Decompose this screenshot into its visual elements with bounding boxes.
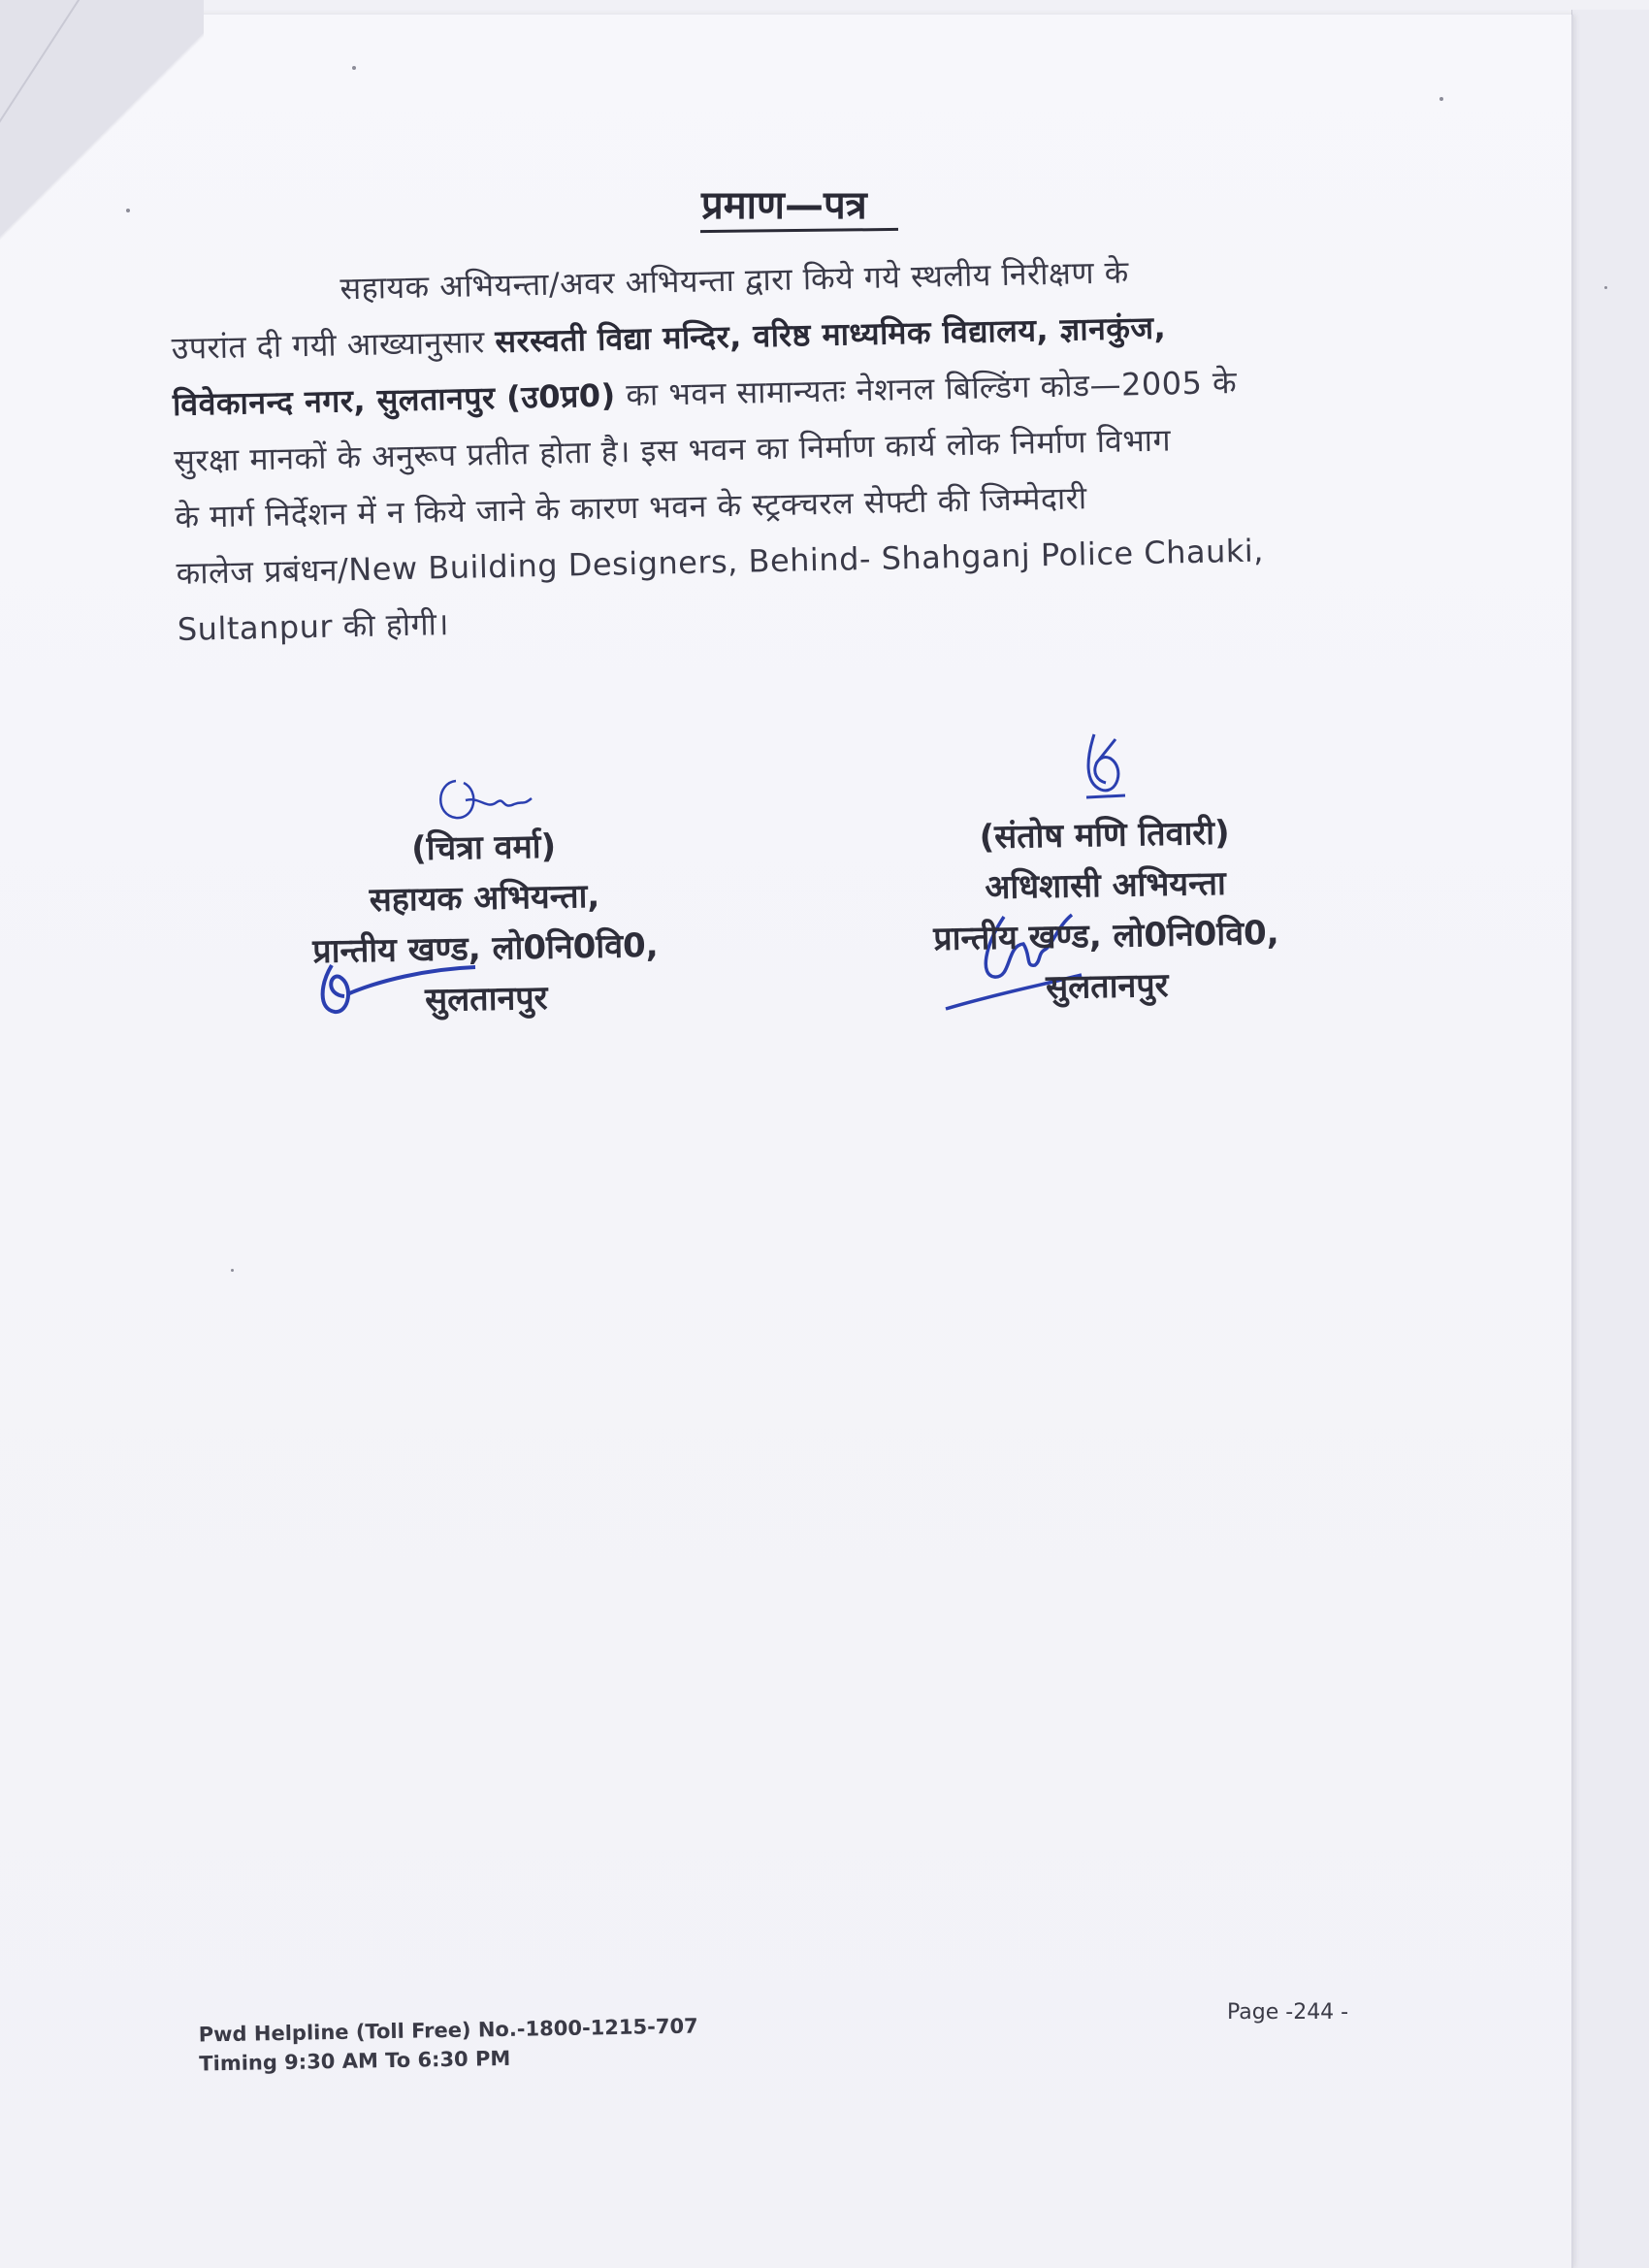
page-number: Page -244 - [1227,2000,1349,2025]
signatory-left [289,820,681,1028]
footer-helpline [199,2012,699,2079]
dust-speck [1439,97,1443,101]
body-line-5: के मार्ग निर्देशन में न किये जाने के कारण भवन के स्ट्रक्चरल सेफ्टी की जिम्मेदारी [175,479,1087,535]
dust-speck [1604,286,1607,289]
signatory-left-place: सुलतानपुर [424,978,548,1021]
school-name: सरस्वती विद्या मन्दिर, वरिष्ठ माध्यमिक विद्यालय, ज्ञानकुंज, [495,308,1167,360]
helpline-timing: Timing 9:30 AM To 6:30 PM [199,2046,511,2076]
signatory-right [900,806,1311,1015]
dust-speck [126,209,130,212]
dust-speck [231,1269,234,1272]
back-page-edge [1571,10,1649,2268]
helpline-number: Pwd Helpline (Toll Free) No.-1800-1215-707 [198,2014,698,2047]
school-address: विवेकानन्द नगर, सुलतानपुर (उ0प्र0) [172,376,617,423]
signature-right-initials [1067,729,1145,807]
signatory-left-designation: सहायक अभियन्ता, [369,876,600,921]
certificate-body [170,237,1468,658]
signatory-right-office: प्रान्तीय खण्ड, लो0नि0वि0, [932,913,1279,959]
body-line-1: सहायक अभियन्ता/अवर अभियन्ता द्वारा किये गये स्थलीय निरीक्षण के [340,253,1130,308]
dust-speck [352,66,356,70]
body-text: उपरांत दी गयी आख्यानुसार [171,322,496,367]
body-text: का भवन सामान्यतः नेशनल बिल्डिंग कोड—2005 के [615,363,1238,414]
signatory-left-name: (चित्रा वर्मा) [410,826,557,869]
signatory-right-name: (संतोष मणि तिवारी) [979,813,1230,858]
signatory-left-office: प्रान्तीय खण्ड, लो0नि0वि0, [311,925,659,972]
body-line-4: सुरक्षा मानकों के अनुरूप प्रतीत होता है। इस भवन का निर्माण कार्य लोक निर्माण विभाग [173,421,1172,479]
body-line-6: कालेज प्रबंधन/New Building Designers, Behind- Shahganj Police Chauki, [176,532,1265,592]
document-title: प्रमाण—पत्र [701,183,867,228]
body-line-7: Sultanpur की होगी। [177,605,450,648]
signatory-right-place: सुलतानपुर [1045,965,1169,1008]
signatory-right-designation: अधिशासी अभियन्ता [985,863,1227,908]
